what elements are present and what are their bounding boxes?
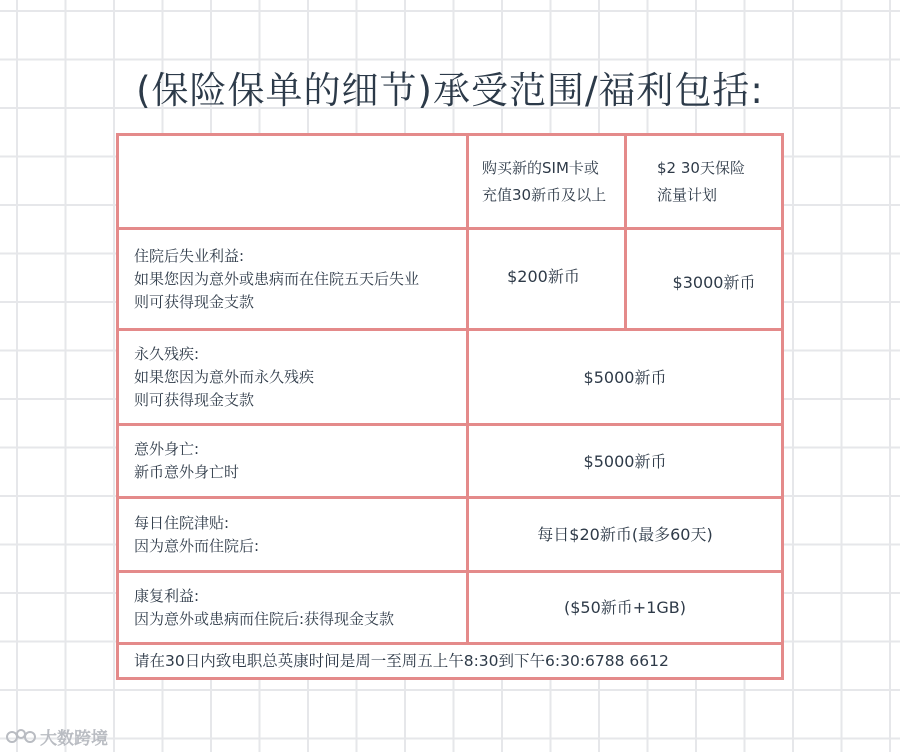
watermark-logo-icon <box>6 728 36 746</box>
row-hospital-value: 每日$20新币(最多60天) <box>537 525 713 544</box>
row-label-desc: 如果您因为意外而永久残疾 <box>134 367 315 386</box>
row-label-title: 住院后失业利益: <box>134 246 245 265</box>
row-disability-value: $5000新币 <box>583 367 667 387</box>
row-death-value: $5000新币 <box>583 451 667 471</box>
row-label-desc: 因为意外而住院后: <box>134 536 260 555</box>
row-unemployment-label <box>119 230 466 328</box>
row-label-title: 意外身亡: <box>134 440 200 458</box>
header-col-plan-line2: 流量计划 <box>657 185 718 204</box>
header-col-sim-line1: 购买新的SIM卡或 <box>482 158 599 177</box>
header-col-plan-line1: $2 30天保险 <box>657 158 745 177</box>
row-unemployment-value-plan: $3000新币 <box>672 272 756 292</box>
row-hospital-label <box>119 499 466 570</box>
header-col-sim-line2: 充值30新币及以上 <box>482 185 607 204</box>
page-title: (保险保单的细节)承受范围/福利包括: <box>136 69 764 112</box>
row-label-desc: 则可获得现金支款 <box>134 292 255 311</box>
row-unemployment-value-sim: $200新币 <box>507 266 580 286</box>
watermark-text: 大数跨境 <box>40 729 108 749</box>
row-label-desc: 如果您因为意外或患病而在住院五天后失业 <box>134 269 420 288</box>
header-col-plan <box>627 136 781 227</box>
header-col-sim <box>469 136 624 227</box>
row-label-title: 每日住院津贴: <box>134 513 230 532</box>
table-footer: 请在30日内致电职总英康时间是周一至周五上午8:30到下午6:30:6788 6612 <box>134 651 669 670</box>
row-label-desc: 新币意外身亡时 <box>134 463 240 481</box>
coverage-table <box>116 133 784 680</box>
row-death-label <box>119 426 466 496</box>
watermark <box>6 724 108 749</box>
row-recovery-value: ($50新币+1GB) <box>564 598 686 617</box>
row-label-desc: 则可获得现金支款 <box>134 390 255 409</box>
row-label-desc: 因为意外或患病而住院后:获得现金支款 <box>134 609 395 628</box>
row-disability-label <box>119 331 466 423</box>
row-label-title: 永久残疾: <box>134 344 200 363</box>
row-label-title: 康复利益: <box>134 586 200 605</box>
row-recovery-label <box>119 573 466 642</box>
